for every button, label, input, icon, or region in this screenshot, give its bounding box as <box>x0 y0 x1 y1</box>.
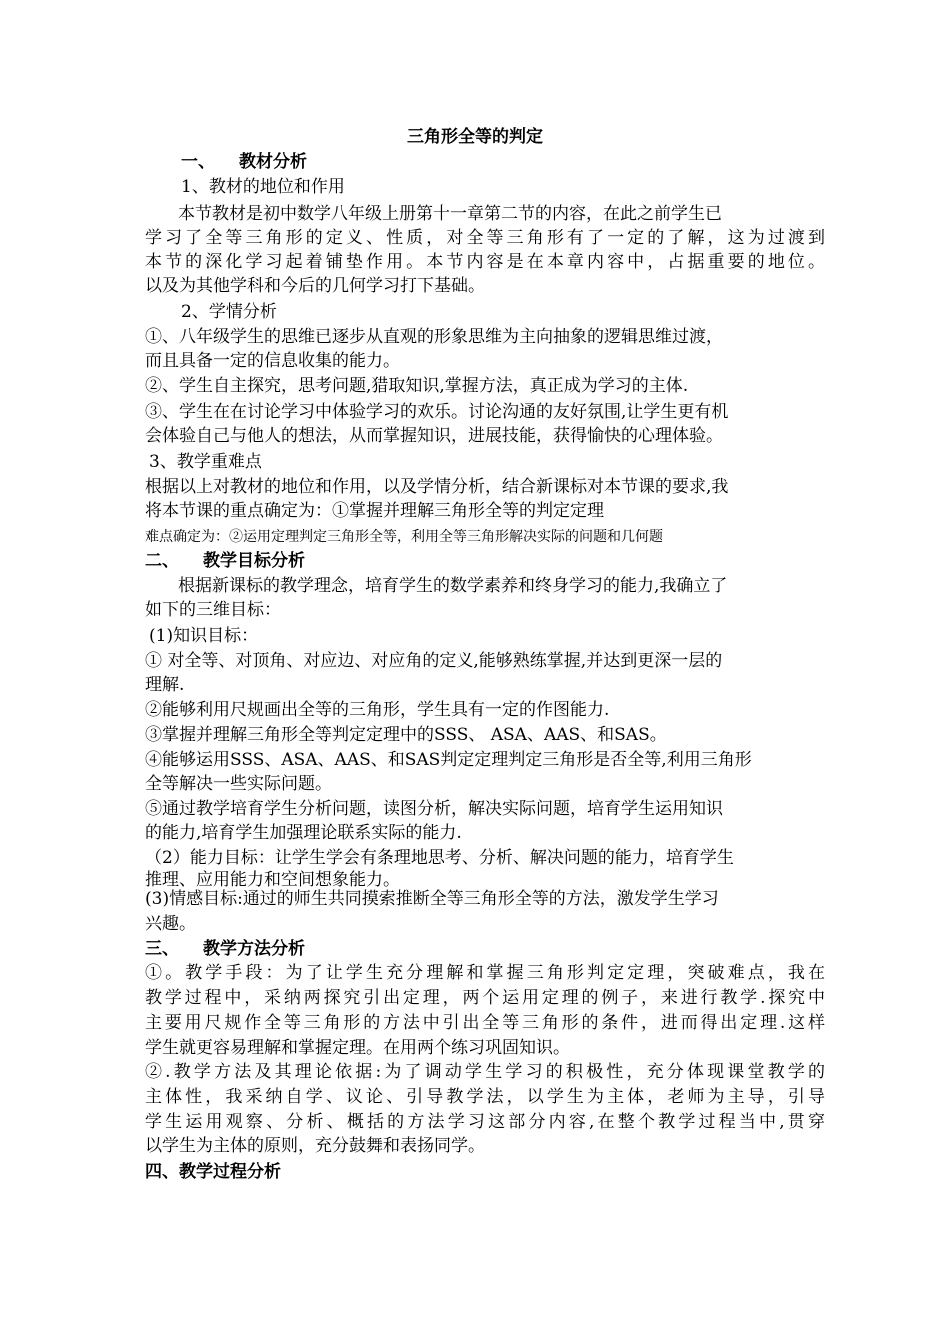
section-heading-3 <box>145 937 825 961</box>
list-item: 的能力,培育学生加强理论联系实际的能力. <box>145 823 462 843</box>
paragraph-line: ②、学生自主探究，思考问题,猎取知识,掌握方法，真正成为学习的主体. <box>145 376 689 396</box>
paragraph-line: 将本节课的重点确定为：①掌握并理解三角形全等的判定定理 <box>145 501 604 521</box>
paragraph-line: ②.教学方法及其理论依据:为了调动学生学习的积极性，充分体现课堂教学的 <box>145 1062 825 1082</box>
subsection-heading: 2、学情分析 <box>181 302 277 322</box>
paragraph-line: 主体性，我采纳自学、议论、引导教学法，以学生为主体，老师为主导，引导 <box>145 1087 825 1107</box>
section-heading-1 <box>181 150 825 174</box>
section-heading-2 <box>145 549 825 573</box>
paragraph-line: 难点确定为：②运用定理判定三角形全等，利用全等三角形解决实际的问题和几何题 <box>145 529 663 545</box>
section-number: 三、 <box>145 939 179 959</box>
list-item: 理解. <box>145 675 185 695</box>
paragraph-line: 主要用尺规作全等三角形的方法中引出全等三角形的条件，进而得出定理.这样 <box>145 1013 825 1033</box>
section-number: 二、 <box>145 551 179 571</box>
subsection-heading: 1、教材的地位和作用 <box>181 177 345 197</box>
list-item: ②能够利用尺规画出全等的三角形，学生具有一定的作图能力. <box>145 700 610 720</box>
section-label: 教学方法分析 <box>203 939 305 959</box>
paragraph-line: 根据以上对教材的地位和作用，以及学情分析，结合新课标对本节课的要求,我 <box>145 477 729 497</box>
subsection-heading: 3、教学重难点 <box>149 452 262 472</box>
list-item: ③掌握并理解三角形全等判定定理中的SSS、 ASA、AAS、和SAS。 <box>145 725 667 745</box>
paragraph-line: 根据新课标的教学理念，培育学生的数学素养和终身学习的能力,我确立了 <box>178 576 728 596</box>
paragraph-line: (3)情感目标:通过的师生共同摸索推断全等三角形全等的方法，激发学生学习 <box>145 889 719 909</box>
paragraph-line: ①、八年级学生的思维已逐步从直观的形象思维为主向抽象的逻辑思维过渡， <box>145 327 723 347</box>
paragraph-line: 推理、应用能力和空间想象能力。 <box>145 870 400 890</box>
paragraph-line: 会体验自己与他人的想法，从而掌握知识，进展技能，获得愉快的心理体验。 <box>145 426 723 446</box>
paragraph-line: 以及为其他学科和今后的几何学习打下基础。 <box>145 276 485 296</box>
section-heading-4: 四、教学过程分析 <box>145 1162 281 1182</box>
paragraph-line: ③、学生在在讨论学习中体验学习的欢乐。讨论沟通的友好氛围,让学生更有机 <box>145 402 729 422</box>
paragraph-line: 教学过程中，采纳两探究引出定理，两个运用定理的例子，来进行教学.探究中 <box>145 988 825 1008</box>
list-item: ⑤通过教学培育学生分析问题，读图分析，解决实际问题，培育学生运用知识 <box>145 799 723 819</box>
paragraph-line: 兴趣。 <box>145 914 196 934</box>
section-number: 一、 <box>181 152 215 172</box>
paragraph-line: 学生就更容易理解和掌握定理。在用两个练习巩固知识。 <box>145 1038 570 1058</box>
paragraph-line: 以学生为主体的原则，充分鼓舞和表扬同学。 <box>145 1136 485 1156</box>
list-item: 全等解决一些实际问题。 <box>145 774 332 794</box>
list-item: ① 对全等、对顶角、对应边、对应角的定义,能够熟练掌握,并达到更深一层的 <box>145 651 723 671</box>
page-title: 三角形全等的判定 <box>407 127 543 147</box>
paragraph-line: 如下的三维目标： <box>145 600 281 620</box>
section-label: 教学目标分析 <box>203 551 305 571</box>
paragraph-line: 本节的深化学习起着铺垫作用。本节内容是在本章内容中，占据重要的地位。 <box>145 252 825 272</box>
paragraph-line: ①。教学手段：为了让学生充分理解和掌握三角形判定定理，突破难点，我在 <box>145 963 825 983</box>
section-label: 教材分析 <box>239 152 307 172</box>
paragraph-line: 而且具备一定的信息收集的能力。 <box>145 351 400 371</box>
paragraph-line: 学习了全等三角形的定义、性质，对全等三角形有了一定的了解，这为过渡到 <box>145 228 825 248</box>
paragraph-line: （2）能力目标：让学生学会有条理地思考、分析、解决问题的能力，培育学生 <box>145 848 734 868</box>
goal-heading: (1)知识目标： <box>149 626 259 646</box>
paragraph-line: 本节教材是初中数学八年级上册第十一章第二节的内容，在此之前学生已 <box>178 204 722 224</box>
paragraph-line: 学生运用观察、分析、概括的方法学习这部分内容,在整个教学过程当中,贯穿 <box>145 1112 825 1132</box>
list-item: ④能够运用SSS、ASA、AAS、和SAS判定定理判定三角形是否全等,利用三角形 <box>145 750 752 770</box>
